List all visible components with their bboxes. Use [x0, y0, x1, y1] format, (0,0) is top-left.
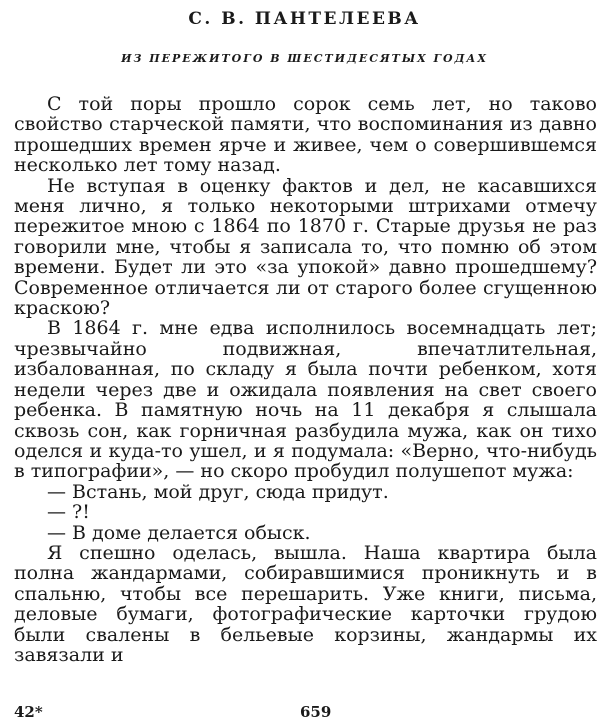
dialogue-line: — Встань, мой друг, сюда придут.: [47, 480, 389, 503]
body-text: [14, 94, 597, 665]
paragraph: Я спешно оделась, вышла. Наша квартира была полна жандармами, собиравшимися проникнуть и в спальню, чтобы все перешарить. Уже книги, письма, деловые бумаги, фотографические карточки грудою были свалены в бельевые корзины, жандармы их завязали и: [14, 541, 597, 666]
paragraph: С той поры прошло сорок семь лет, но таково свойство старческой памяти, что воспоминания из давно прошедших времен ярче и живее, чем о совершившемся несколько лет тому назад.: [14, 93, 597, 177]
page-footer: [0, 703, 609, 723]
page-number: 659: [300, 703, 332, 721]
chapter-title: ИЗ ПЕРЕЖИТОГО В ШЕСТИДЕСЯТЫХ ГОДАХ: [121, 52, 488, 65]
dialogue-line: — В доме делается обыск.: [47, 521, 311, 544]
author-heading: С. В. ПАНТЕЛЕЕВА: [188, 9, 421, 29]
paragraph: В 1864 г. мне едва исполнилось восемнадцать лет; чрезвычайно подвижная, впечатлительная, избалованная, по складу я была почти ребенком, хотя недели через две и ожидала появления на свет своего ребенка. В памятную ночь на 11 декабря я слышала сквозь сон, как горничная разбудила мужа, как он тихо оделся и куда-то ушел, и я подумала: «Верно, что-нибудь в типографии», — но скоро пробудил полушепот мужа:: [14, 317, 597, 483]
dialogue-line: — ?!: [47, 501, 90, 524]
paragraph: Не вступая в оценку фактов и дел, не касавшихся меня лично, я только некоторыми штрихами отмечу пережитое мною с 1864 по 1870 г. Старые друзья не раз говорили мне, чтобы я записала то, что помню об этом времени. Будет ли это «за упокой» давно прошедшему? Современное отличается ли от старого более сгущенною краскою?: [14, 174, 597, 320]
signature-mark: 42*: [14, 703, 43, 721]
